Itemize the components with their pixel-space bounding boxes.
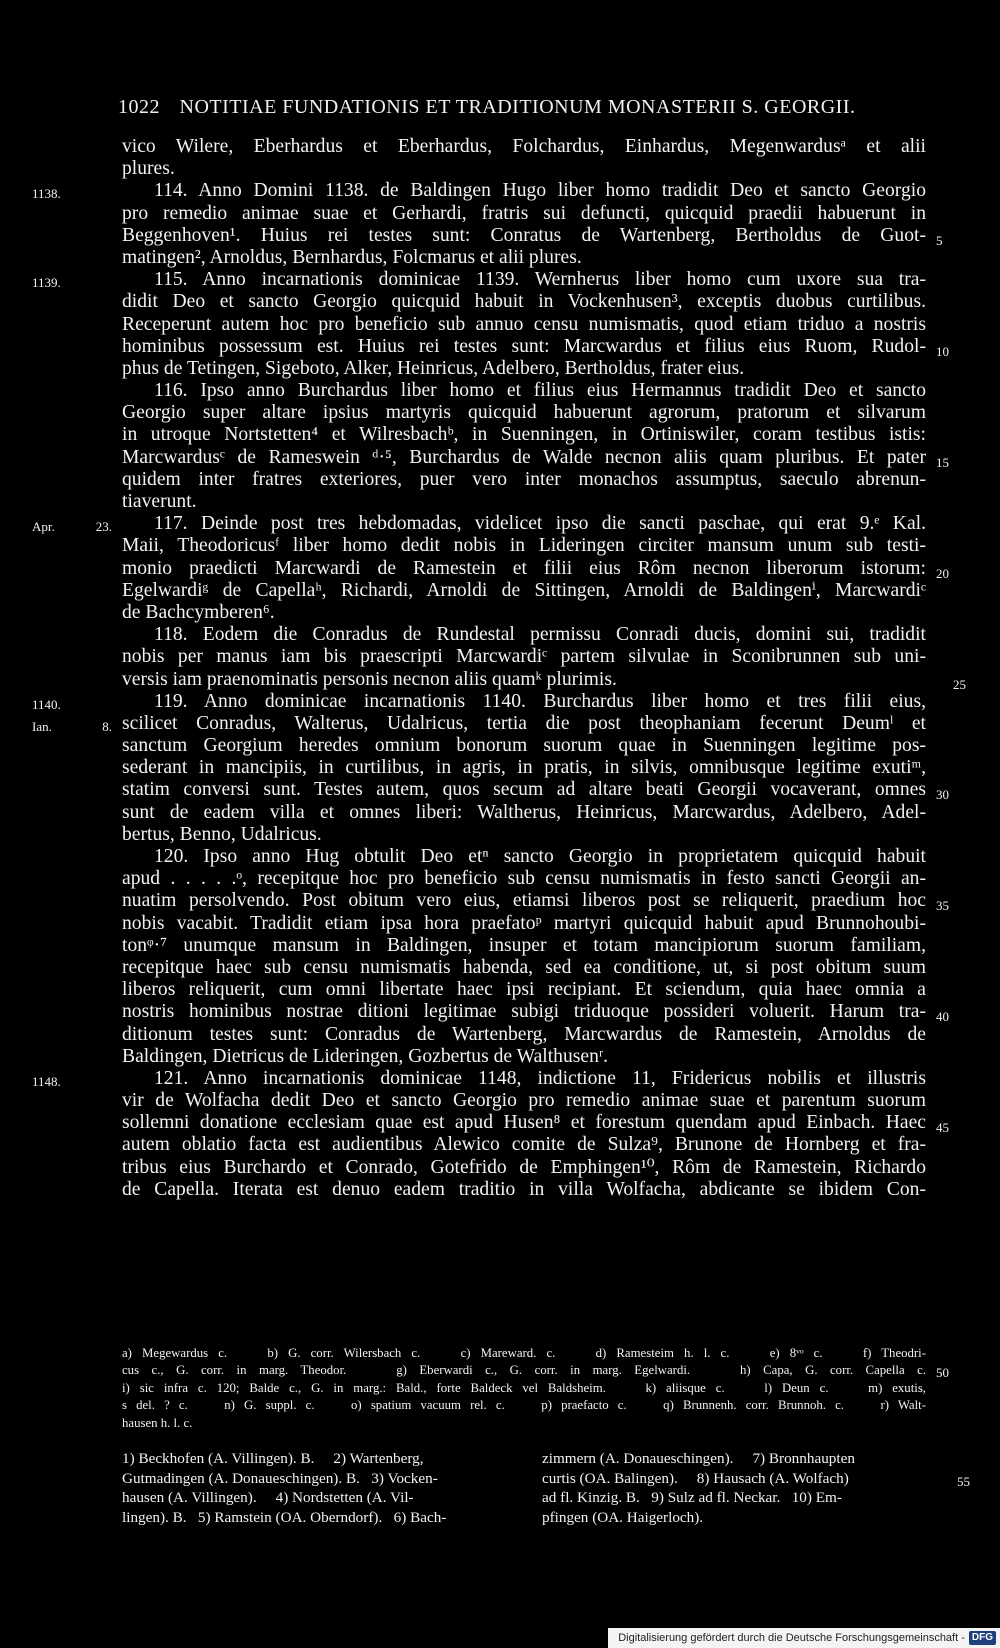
line-text: monio praedicti Marcwardi de Ramestein et filii eius Rôm necnon liberorum istorum:	[122, 557, 926, 579]
text-line	[122, 802, 926, 824]
text-line	[122, 846, 926, 868]
line-text: 120. Ipso anno Hug obtulit Deo etⁿ sancto Georgio in proprietatem quicquid habuit	[154, 846, 926, 867]
line-text: liberos reliquerit, cum omni libertate haec ipsi recipiant. Et sciendum, quia haec omnia a	[122, 979, 926, 1001]
line-text: autem oblatio facta est audientibus Alewico comite de Sulza⁹, Brunone de Hornberg et fra-	[122, 1134, 926, 1156]
line-text: de Capella. Iterata est denuo eadem traditio in villa Wolfacha, abdicante se ibidem Con-	[122, 1178, 926, 1200]
line-text: Baldingen, Dietricus de Lideringen, Gozbertus de Walthusenʳ.	[122, 1045, 609, 1067]
footnote-line	[122, 1469, 502, 1489]
text-line	[122, 1112, 949, 1136]
critical-apparatus	[122, 1345, 949, 1432]
text-line	[122, 380, 926, 402]
text-line	[122, 469, 926, 491]
text-line	[122, 358, 926, 380]
footnote-text: ad fl. Kinzig. B. 9) Sulz ad fl. Neckar. 10) Em-	[542, 1489, 842, 1506]
line-text: plures.	[122, 158, 175, 180]
line-number: 30	[936, 787, 949, 803]
line-text: Beggenhoven¹. Huius rei testes sunt: Conratus de Wartenberg, Bertholdus de Guot-	[122, 224, 926, 246]
line-text: apud . . . . .ᵒ, recepitque hoc pro beneficio sub censu numismatis in festo sancti Georgii an-	[122, 868, 926, 890]
apparatus-text: s del. ? c. n) G. suppl. c. o) spatium vacuum rel. c. p) praefacto c. q) Brunnenh. corr. Brunnoh. c. r) Walt-	[122, 1398, 926, 1413]
footnotes-left-column	[122, 1449, 502, 1527]
line-text: Marcwardusᶜ de Rameswein ᵈ·⁵, Burchardus de Walde necnon aliis quam pluribus. Et pater	[122, 446, 926, 468]
text-line	[122, 779, 949, 803]
line-text: scilicet Conradus, Walterus, Udalricus, tertia die post theophaniam fecerunt Deumˡ et	[122, 712, 926, 734]
line-text: nuatim persolvendo. Post obitum vero eius, etiamsi liberos post se reliquerit, praedium hoc	[122, 890, 926, 912]
footnote-line	[542, 1449, 922, 1469]
line-text: sanctum Georgium heredes omnium bonorum suorum quae in Suenningen legitime pos-	[122, 735, 926, 757]
text-line	[122, 291, 926, 313]
footnote-line	[122, 1508, 502, 1528]
margin-date: 1140.	[32, 696, 61, 712]
dfg-logo: DFG	[969, 1631, 996, 1645]
running-header	[118, 96, 918, 119]
margin-date: Apr. 23.	[32, 519, 112, 535]
text-line	[32, 269, 926, 291]
text-line	[122, 935, 926, 957]
line-text: nobis vacabit. Tradidit etiam ipsa hora praefatoᵖ martyri quicquid habuit apud Brunnohoubi-	[122, 912, 926, 934]
line-text: nostris hominibus nostrae ditioni legitimae subigi triduoque possideri voluerit. Harum tra-	[122, 1001, 926, 1023]
footnote-text: Gutmadingen (A. Donaueschingen). B. 3) Vocken-	[122, 1469, 438, 1487]
text-line	[122, 1001, 949, 1025]
apparatus-text: i) sic infra c. 120; Balde c., G. in marg.: Bald., forte Baldeck vel Baldsheim. k) aliisque c. l) Deun c. m) exutis,	[122, 1380, 926, 1395]
text-line	[122, 668, 966, 692]
main-text	[32, 136, 966, 1201]
text-line	[122, 535, 926, 557]
digitization-credit	[608, 1628, 1000, 1648]
line-text: matingen², Arnoldus, Bernhardus, Folcmarus et alii plures.	[122, 246, 582, 268]
text-line	[122, 402, 926, 424]
text-line	[122, 1046, 926, 1068]
text-line	[122, 247, 926, 269]
apparatus-line	[122, 1415, 926, 1432]
footnote-line	[542, 1488, 922, 1508]
footnote-text: pfingen (OA. Haigerloch).	[542, 1508, 704, 1526]
line-text: Egelwardiᵍ de Capellaʰ, Richardi, Arnoldi de Sittingen, Arnoldi de Baldingenⁱ, Marcwardiᶜ	[122, 579, 926, 601]
line-text: vico Wilere, Eberhardus et Eberhardus, Folchardus, Einhardus, Megenwardusᵃ et alii	[122, 136, 926, 157]
line-text: quidem inter fratres exteriores, puer vero inter monachos assumptus, saeculo abrenun-	[122, 468, 926, 490]
text-line	[32, 513, 926, 535]
line-text: de Bachcymberen⁶.	[122, 601, 275, 623]
footnote-text: curtis (OA. Balingen). 8) Hausach (A. Wolfach)	[542, 1469, 849, 1487]
line-text: sunt de eadem villa et omnes liberi: Waltherus, Heinricus, Marcwardus, Adelbero, Adel-	[122, 801, 926, 823]
text-line	[122, 824, 926, 846]
text-line	[122, 136, 926, 158]
line-number: 45	[936, 1120, 949, 1136]
text-line	[122, 203, 926, 225]
line-number: 55	[957, 1473, 970, 1489]
text-line	[122, 1157, 926, 1179]
text-line	[32, 180, 926, 202]
footnote-text: hausen (A. Villingen). 4) Nordstetten (A. Vil-	[122, 1489, 414, 1506]
footnote-line	[122, 1488, 502, 1508]
apparatus-line	[122, 1345, 926, 1362]
text-line	[122, 158, 926, 180]
text-line	[122, 424, 926, 446]
apparatus-text: a) Megewardus c. b) G. corr. Wilersbach c. c) Mareward. c. d) Ramesteim h. l. c. e) 8ᵛᵒ c. f) Theodri-	[122, 1346, 926, 1360]
line-text: nobis per manus iam bis praescripti Marcwardiᶜ partem silvulae in Sconibrunnen sub uni-	[122, 646, 926, 668]
line-text: bertus, Benno, Udalricus.	[122, 823, 322, 845]
footnote-text: lingen). B. 5) Ramstein (OA. Oberndorf). 6) Bach-	[122, 1508, 447, 1526]
text-line	[32, 712, 926, 735]
line-text: tiaverunt.	[122, 491, 197, 512]
text-line	[122, 1024, 926, 1046]
line-number: 50	[936, 1365, 949, 1381]
line-number: 5	[936, 232, 943, 248]
line-number: 35	[936, 898, 949, 914]
line-text: Georgio super altare ipsius martyris quicquid habuerunt agrorum, pratorum et silvarum	[122, 402, 926, 424]
credit-text: Digitalisierung gefördert durch die Deutsche Forschungsgemeinschaft -	[618, 1632, 965, 1644]
text-line	[32, 1067, 926, 1090]
line-text: phus de Tetingen, Sigeboto, Alker, Heinricus, Adelbero, Bertholdus, frater eius.	[122, 357, 745, 379]
line-text: tonᵠ·⁷ unumque mansum in Baldingen, insuper et totam mancipiorum suorum familiam,	[122, 934, 926, 956]
text-line	[122, 1179, 926, 1201]
text-line	[122, 868, 926, 890]
line-text: didit Deo et sancto Georgio quicquid habuit in Vockenhusen³, exceptis duobus curtilibus.	[122, 291, 926, 313]
text-line	[122, 224, 943, 248]
line-text: Receperunt autem hoc pro beneficio sub annuo censu numismatis, quod etiam triduo a nostris	[122, 313, 926, 335]
text-line	[122, 1134, 926, 1156]
text-line	[122, 913, 926, 935]
footnotes-right-column	[542, 1449, 970, 1527]
line-number: 20	[936, 565, 949, 581]
line-number: 40	[936, 1009, 949, 1025]
text-line	[122, 624, 926, 646]
apparatus-text: hausen h. l. c.	[122, 1415, 193, 1430]
footnote-line	[122, 1449, 502, 1469]
line-text: sollemni donatione ecclesiam quae est apud Husen⁸ et forestum quendam apud Einbach. Haec	[122, 1112, 926, 1134]
line-text: tribus eius Burchardo et Conrado, Gotefrido de Emphingen¹⁰, Rôm de Ramestein, Richardo	[122, 1156, 926, 1178]
text-line	[122, 335, 949, 359]
line-number: 10	[936, 343, 949, 359]
line-text: vir de Wolfacha dedit Deo et sancto Georgio pro remedio animae suae et parentum suorum	[122, 1090, 926, 1112]
line-text: 114. Anno Domini 1138. de Baldingen Hugo liber homo tradidit Deo et sancto Georgio	[154, 180, 926, 202]
margin-date: Ian. 8.	[32, 718, 112, 734]
text-line	[122, 446, 949, 470]
text-line	[122, 491, 926, 513]
footnote-line	[542, 1469, 970, 1489]
footnote-text: zimmern (A. Donaueschingen). 7) Bronnhaupten	[542, 1450, 855, 1467]
footnote-text: 1) Beckhofen (A. Villingen). B. 2) Wartenberg,	[122, 1450, 424, 1467]
text-line	[122, 646, 926, 668]
line-text: versis iam praenominatis personis necnon aliis quamᵏ plurimis.	[122, 668, 617, 690]
margin-date: 1148.	[32, 1073, 61, 1089]
line-text: in utroque Nortstetten⁴ et Wilresbachᵇ, in Suenningen, in Ortiniswiler, coram testibus istis:	[122, 424, 926, 446]
margin-date: 1139.	[32, 275, 61, 291]
page-number: 1022	[118, 96, 160, 118]
apparatus-text: cus c., G. corr. in marg. Theodor. g) Eberwardi c., G. corr. in marg. Egelwardi. h) Capa, G. corr. Capella c.	[122, 1363, 926, 1378]
line-text: Maii, Theodoricusᶠ liber homo dedit nobis in Lideringen circiter mansum unum sub testi-	[122, 535, 926, 557]
apparatus-line	[122, 1380, 926, 1397]
margin-date: 1138.	[32, 186, 61, 202]
line-text: 117. Deinde post tres hebdomadas, videlicet ipso die sancti paschae, qui erat 9.ᵉ Kal.	[154, 513, 926, 535]
line-number: 15	[936, 454, 949, 470]
text-line	[122, 957, 926, 979]
text-line	[122, 602, 926, 624]
line-text: 121. Anno incarnationis dominicae 1148, indictione 11, Fridericus nobilis et illustris	[154, 1067, 926, 1089]
line-number: 25	[953, 676, 966, 692]
text-line	[122, 979, 926, 1001]
text-line	[122, 314, 926, 336]
line-text: ditionum testes sunt: Conradus de Wartenberg, Marcwardus de Ramestein, Arnoldus de	[122, 1023, 926, 1045]
text-line	[122, 557, 949, 581]
text-line	[122, 580, 926, 602]
line-text: pro remedio animae suae et Gerhardi, fratris sui defuncti, quicquid praedii habuerunt in	[122, 202, 926, 224]
footnote-line	[542, 1508, 922, 1528]
line-text: 119. Anno dominicae incarnationis 1140. Burchardus liber homo et tres filii eius,	[154, 690, 926, 712]
apparatus-line	[122, 1362, 949, 1381]
text-line	[122, 890, 949, 914]
text-line	[32, 690, 926, 713]
line-text: hominibus possessum est. Huius rei testes sunt: Marcwardus et filius eius Ruom, Rudol-	[122, 335, 926, 357]
text-line	[122, 735, 926, 757]
text-line	[122, 757, 926, 779]
running-title: NOTITIAE FUNDATIONIS ET TRADITIONUM MONASTERII S. GEORGII.	[179, 96, 856, 118]
line-text: sederant in mancipiis, in curtilibus, in agris, in pratis, in silvis, omnibusque legitime exutiᵐ,	[122, 757, 926, 779]
line-text: statim conversi sunt. Testes autem, quos secum ad altare beati Georgii vocaverant, omnes	[122, 779, 926, 801]
apparatus-line	[122, 1397, 926, 1414]
line-text: 115. Anno incarnationis dominicae 1139. Wernherus liber homo cum uxore sua tra-	[154, 269, 926, 291]
line-text: 118. Eodem die Conradus de Rundestal permissu Conradi ducis, domini sui, tradidit	[154, 624, 926, 646]
line-text: 116. Ipso anno Burchardus liber homo et filius eius Hermannus tradidit Deo et sancto	[154, 380, 926, 402]
line-text: recepitque haec sub censu numismatis habenda, sed ea conditione, ut, si post obitum suum	[122, 956, 926, 978]
text-line	[122, 1090, 926, 1112]
